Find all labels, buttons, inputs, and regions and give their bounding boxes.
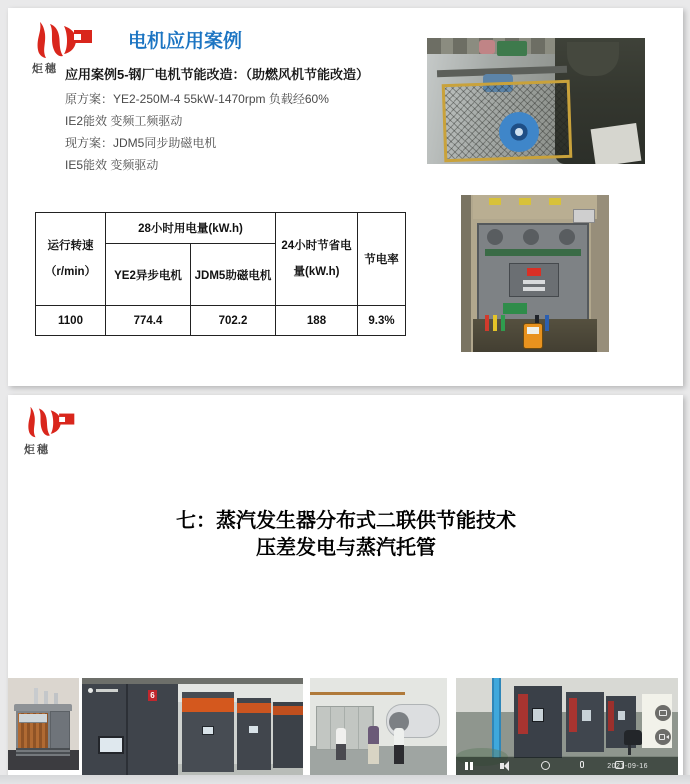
spec-line-ie2: IE2能效 变频工频驱动	[65, 114, 183, 128]
cctv-timestamp: 2021-09-16	[607, 763, 648, 770]
mic-icon	[580, 761, 584, 768]
spec-lines	[65, 88, 329, 176]
spec-line-ie5: IE5能效 变频驱动	[65, 158, 159, 172]
person-1-white-shirt	[336, 728, 346, 744]
company-logo-2	[22, 405, 92, 457]
slide-title: 电机应用案例	[128, 31, 243, 52]
genrow-unit-3	[237, 698, 271, 770]
cell-saving: 188	[276, 306, 358, 336]
vfd-keypad-row1	[523, 280, 545, 284]
cctv-gen-1-screen	[532, 708, 544, 722]
wire-blue	[545, 315, 549, 331]
plant-roof	[14, 704, 72, 711]
section-title-line2: 压差发电与蒸汽托管	[256, 535, 436, 559]
photo-fan-site	[427, 38, 645, 164]
header-saving-line2: 量(kW.h)	[293, 266, 340, 278]
record-video-button	[655, 729, 671, 745]
slide-2[interactable]	[8, 395, 683, 784]
genrow-unit-2	[182, 692, 234, 772]
cctv-gen-1-red-panel	[518, 694, 528, 734]
cctv-gen-3-screen	[618, 711, 625, 720]
header-rate: 节电率	[358, 213, 406, 306]
genrow-unit-4	[273, 702, 303, 768]
cabinet-main-panel	[477, 223, 589, 321]
photo-control-cabinet	[461, 195, 609, 352]
photo-fan-green-machine	[497, 41, 527, 56]
person-1-legs	[336, 744, 346, 760]
genrow-logo-text-blur	[96, 689, 118, 692]
header-speed-line1: 运行转速	[47, 240, 94, 252]
spec-line-original: 原方案：YE2-250M-4 55kW-1470rpm 负载经60%	[65, 92, 329, 106]
cctv-chair	[624, 730, 642, 745]
boiler-pipe	[310, 692, 405, 695]
cctv-generator-2	[566, 692, 604, 752]
section-title-line1: 七：蒸汽发生器分布式二联供节能技术	[176, 508, 516, 532]
vfd-keypad-row2	[523, 287, 545, 291]
cctv-gen-2-screen	[582, 710, 591, 721]
cabinet-pcb-strip	[485, 249, 581, 256]
header-ye2: YE2异步电机	[106, 244, 191, 306]
cell-ye2: 774.4	[106, 306, 191, 336]
cctv-generator-1	[514, 686, 562, 758]
brand-text: 炬穗	[32, 63, 58, 75]
pause-icon	[465, 762, 468, 770]
person-2-dark-shirt	[368, 726, 379, 744]
header-speed	[36, 213, 106, 306]
header-speed-line2: （r/min）	[44, 266, 97, 278]
photo-fan-white-base	[591, 123, 642, 164]
results-table	[35, 212, 406, 336]
case-heading: 应用案例5-钢厂电机节能改造：（助燃风机节能改造）	[65, 67, 370, 82]
speaker-icon-cone	[504, 761, 509, 771]
genrow-unit-2-screen	[202, 726, 214, 735]
photo-fan-hub	[515, 128, 523, 136]
genrow-unit-2-orange	[182, 698, 234, 712]
cabinet-fuse-2	[519, 198, 531, 205]
wire-red	[485, 315, 489, 331]
flame-icon	[30, 20, 94, 60]
header-saving	[276, 213, 358, 306]
cctv-control-bar	[456, 757, 678, 775]
cctv-gen-3-red-panel	[608, 701, 614, 731]
genrow-unit-4-orange	[273, 706, 303, 715]
video-camera-icon	[659, 734, 665, 740]
header-saving-line1: 24小时节省电	[281, 240, 352, 252]
cabinet-fuse-3	[549, 198, 561, 205]
cell-rate: 9.3%	[358, 306, 406, 336]
cabinet-fan-3	[559, 229, 575, 245]
plant-window-row	[19, 714, 47, 723]
photo-fan-pink-motor	[479, 40, 495, 54]
window-bottom-strip	[0, 775, 690, 784]
flame-icon	[22, 405, 76, 439]
generator-badge: 6	[148, 690, 157, 701]
cctv-chair-post	[628, 745, 631, 755]
cell-speed: 1100	[36, 306, 106, 336]
wire-green	[501, 315, 505, 331]
cabinet-multimeter	[523, 323, 543, 349]
spec-line-new: 现方案：JDM5同步助磁电机	[65, 136, 217, 150]
header-jdm5: JDM5助磁电机	[191, 244, 276, 306]
photo-container-plant	[8, 678, 79, 770]
plant-louver-base	[16, 748, 70, 756]
cell-jdm5: 702.2	[191, 306, 276, 336]
cabinet-fan-1	[487, 229, 503, 245]
photo-generator-row	[82, 678, 303, 775]
slide-1[interactable]	[8, 8, 683, 386]
cabinet-fan-2	[523, 229, 539, 245]
snapshot-icon	[541, 761, 550, 770]
wire-yellow	[493, 315, 497, 331]
brand-text: 炬穗	[24, 444, 50, 456]
section-title	[26, 507, 666, 561]
cabinet-vfd-unit	[509, 263, 559, 297]
photo-boiler-room	[310, 678, 447, 776]
pause-icon-bar2	[470, 762, 473, 770]
genrow-unit-1	[82, 684, 178, 775]
multimeter-screen	[527, 327, 539, 334]
person-2-legs	[368, 744, 379, 764]
person-3-white-shirt	[394, 728, 404, 745]
genrow-hmi-screen	[98, 736, 124, 754]
cabinet-fuse-1	[489, 198, 501, 205]
video-camera-lens	[666, 735, 669, 739]
vfd-display	[527, 268, 541, 276]
camera-icon	[659, 710, 667, 716]
cctv-blue-pipe	[492, 678, 501, 758]
photo-cctv-view	[456, 678, 678, 775]
genrow-unit-3-screen	[249, 726, 258, 733]
genrow-door-seam	[126, 684, 128, 775]
snapshot-camera-button	[655, 705, 671, 721]
cabinet-breaker	[573, 209, 595, 223]
header-energy-group: 28小时用电量(kW.h)	[106, 213, 276, 244]
genrow-logo-mark	[88, 688, 93, 693]
person-3-legs	[394, 745, 404, 764]
cabinet-terminal-block	[503, 303, 527, 314]
cctv-gen-2-red-panel	[569, 698, 577, 732]
genrow-unit-3-orange	[237, 703, 271, 713]
